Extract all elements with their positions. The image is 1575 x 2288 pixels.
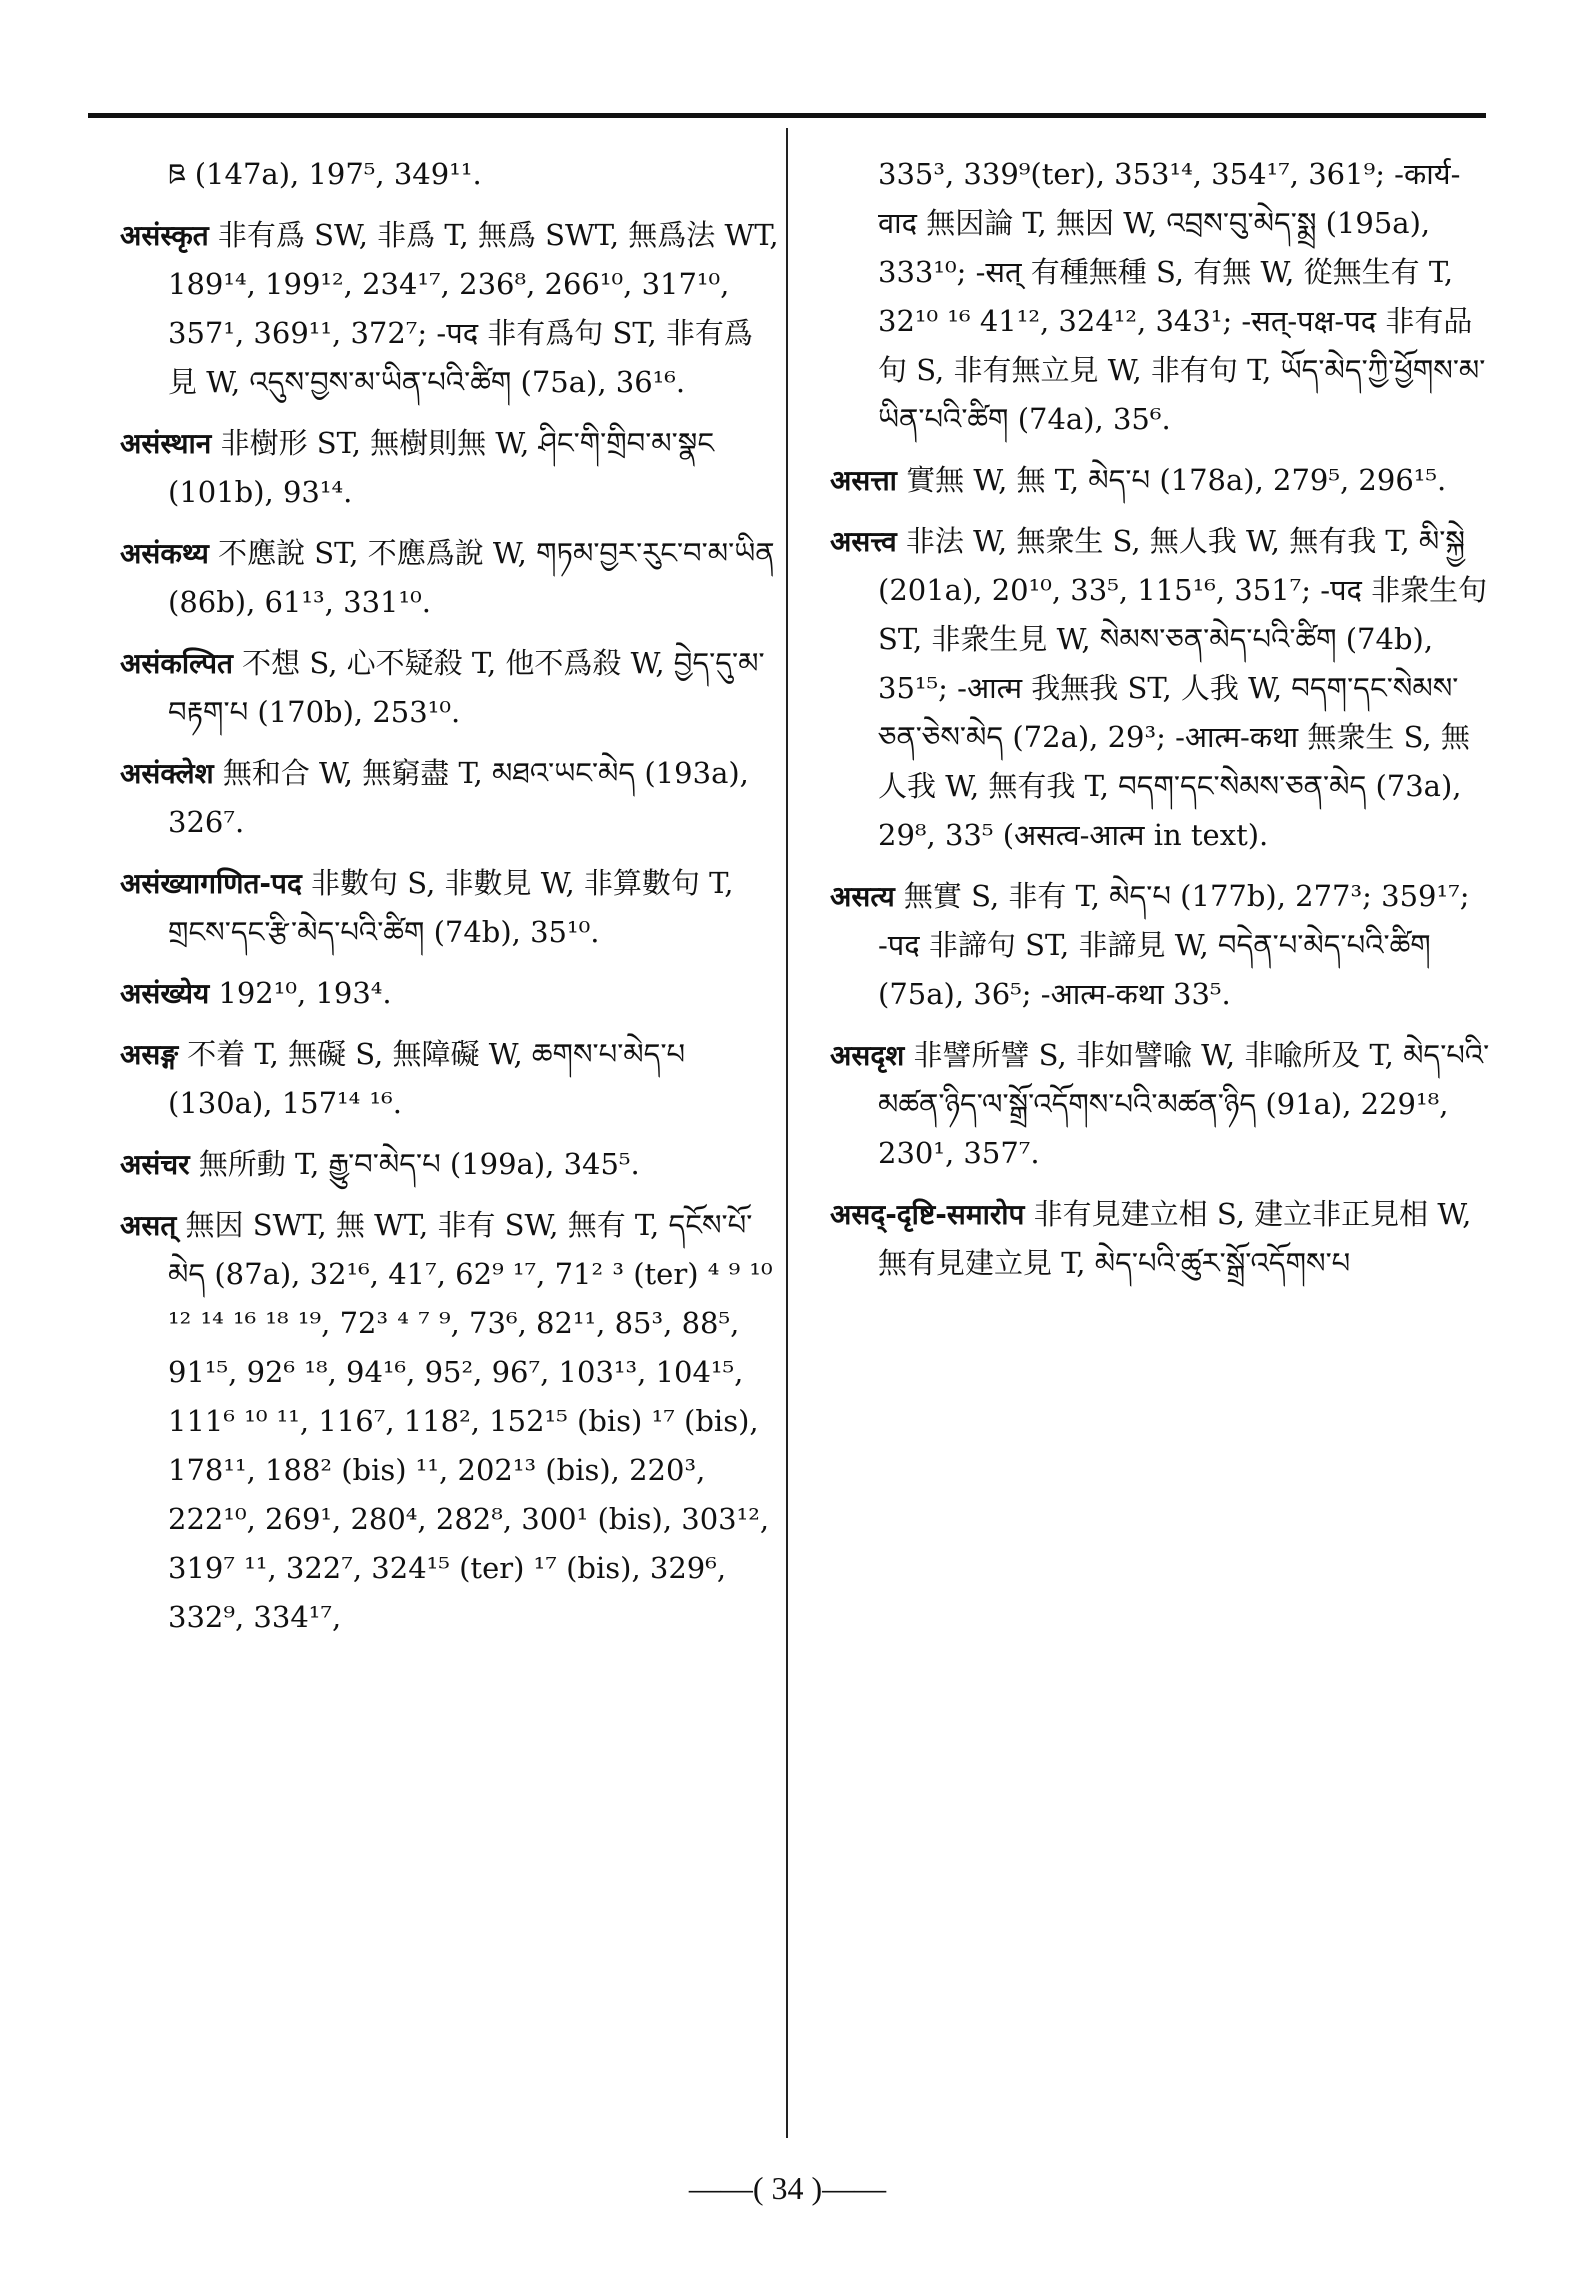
dictionary-entry [120, 150, 780, 199]
dictionary-entry [120, 859, 780, 957]
headword: असत्ता [830, 464, 897, 497]
dictionary-entry [830, 150, 1490, 444]
dictionary-entry [830, 1031, 1490, 1178]
headword: असदृश [830, 1039, 905, 1072]
dictionary-entry [830, 1190, 1490, 1288]
headword: असत्त्व [830, 525, 897, 558]
headword: असत्य [830, 880, 895, 913]
entry-text: ཋ (147a), 197⁵, 349¹¹. [168, 157, 482, 191]
entry-text: 非有見建立相 S, 建立非正見相 W, 無有見建立見 T, མེད་པའི་ཚུར་སྒྲོ་འདོགས་པ [878, 1197, 1472, 1280]
entry-text: 非數句 S, 非數見 W, 非算數句 T, གྲངས་དང་རྩི་མེད་པའི་ཚིག (74b), 35¹⁰. [168, 866, 734, 949]
entry-text: 192¹⁰, 193⁴. [218, 976, 392, 1010]
headword: असङ्ग [120, 1038, 179, 1071]
column-divider [786, 128, 788, 2138]
entry-text: 實無 W, 無 T, མེད་པ (178a), 279⁵, 296¹⁵. [906, 463, 1447, 497]
entry-text: 非樹形 ST, 無樹則無 W, ཤིང་གི་གྲིབ་མ་སྣང (101b), 93¹⁴. [168, 426, 715, 509]
dictionary-entry [120, 1030, 780, 1128]
page-number: ——( 34 )—— [688, 2170, 887, 2206]
right-column [830, 150, 1490, 1300]
entry-text: 無因 SWT, 無 WT, 非有 SW, 無有 T, དངོས་པོ་མེད (87a), 32¹⁶, 41⁷, 62⁹ ¹⁷, 71² ³ (ter) ⁴ ⁹ ¹⁰ ¹² ¹⁴ ¹⁶ ¹⁸ ¹⁹, 72³ ⁴ ⁷ ⁹, 73⁶, 82¹¹, 85³, 88⁵, 91¹⁵, 92⁶ ¹⁸, 94¹⁶, 95², 96⁷, 103¹³, 104¹⁵, 111⁶ ¹⁰ ¹¹, 116⁷, 118², 152¹⁵ (bis) ¹⁷ (bis), 178¹¹, 188² (bis) ¹¹, 202¹³ (bis), 220³, 222¹⁰, 269¹, 280⁴, 282⁸, 300¹ (bis), 303¹², 319⁷ ¹¹, 322⁷, 324¹⁵ (ter) ¹⁷ (bis), 329⁶, 332⁹, 334¹⁷, [168, 1208, 773, 1634]
dictionary-entry [120, 419, 780, 517]
entry-text: 335³, 339⁹(ter), 353¹⁴, 354¹⁷, 361⁹; -कार्य-वाद 無因論 T, 無因 W, འབྲས་བུ་མེད་སྨྲ (195a), 333¹⁰; -सत् 有種無種 S, 有無 W, 從無生有 T, 32¹⁰ ¹⁶ 41¹², 324¹², 343¹; -सत्-पक्ष-पद 非有品句 S, 非有無立見 W, 非有句 T, ཡོད་མེད་ཀྱི་ཕྱོགས་མ་ཡིན་པའི་ཚིག (74a), 35⁶. [878, 157, 1486, 436]
headword: असद्-दृष्टि-समारोप [830, 1198, 1025, 1231]
dictionary-entry [120, 969, 780, 1018]
headword: असंस्कृत [120, 219, 209, 252]
dictionary-entry [120, 529, 780, 627]
left-column [120, 150, 780, 1654]
entry-text: 不着 T, 無礙 S, 無障礙 W, ཆགས་པ་མེད་པ (130a), 157¹⁴ ¹⁶. [168, 1037, 686, 1120]
dictionary-entry [830, 517, 1490, 860]
entry-text: 非有爲 SW, 非爲 T, 無爲 SWT, 無爲法 WT, 189¹⁴, 199¹², 234¹⁷, 236⁸, 266¹⁰, 317¹⁰, 357¹, 369¹¹, 372⁷; -पद 非有爲句 ST, 非有爲見 W, འདུས་བྱས་མ་ཡིན་པའི་ཚིག (75a), 36¹⁶. [168, 218, 779, 399]
headword: असंकल्पित [120, 647, 233, 680]
dictionary-entry [120, 749, 780, 847]
headword: असंचर [120, 1148, 190, 1181]
dictionary-entry [120, 1140, 780, 1189]
headword: असंख्यागणित-पद [120, 867, 302, 900]
dictionary-entry [120, 1201, 780, 1642]
top-rule [88, 113, 1486, 118]
dictionary-entry [120, 639, 780, 737]
entry-text: 無實 S, 非有 T, མེད་པ (177b), 277³; 359¹⁷; -पद 非諦句 ST, 非諦見 W, བདེན་པ་མེད་པའི་ཚིག (75a), 36⁵; -आत्म-कथा 33⁵. [878, 879, 1470, 1011]
dictionary-entry [120, 211, 780, 407]
headword: असत् [120, 1209, 177, 1242]
entry-text: 無所動 T, རྒྱུ་བ་མེད་པ (199a), 345⁵. [198, 1147, 640, 1181]
headword: असंख्येय [120, 977, 210, 1010]
entry-text: 非譬所譬 S, 非如譬喩 W, 非喩所及 T, མེད་པའི་མཚན་ཉིད་ལ་སྒྲོ་འདོགས་པའི་མཚན་ཉིད (91a), 229¹⁸, 230¹, 357⁷. [878, 1038, 1490, 1170]
dictionary-entry [830, 872, 1490, 1019]
headword: असंकथ्य [120, 537, 209, 570]
entry-text: 不想 S, 心不疑殺 T, 他不爲殺 W, བྱེད་དུ་མ་བརྟག་པ (170b), 253¹⁰. [168, 646, 765, 729]
headword: असंक्लेश [120, 757, 214, 790]
headword: असंस्थान [120, 427, 212, 460]
dictionary-entry [830, 456, 1490, 505]
entry-text: 不應說 ST, 不應爲說 W, གཏམ་བྱར་རུང་བ་མ་ཡིན (86b), 61¹³, 331¹⁰. [168, 536, 775, 619]
entry-text: 非法 W, 無衆生 S, 無人我 W, 無有我 T, མི་སྐྱེ (201a), 20¹⁰, 33⁵, 115¹⁶, 351⁷; -पद 非衆生句 ST, 非衆生見 W, སེམས་ཅན་མེད་པའི་ཚིག (74b), 35¹⁵; -आत्म 我無我 ST, 人我 W, བདག་དང་སེམས་ཅན་ཅེས་མེད (72a), 29³; -आत्म-कथा 無衆生 S, 無人我 W, 無有我 T, བདག་དང་སེམས་ཅན་མེད (73a), 29⁸, 33⁵ (असत्व-आत्म in text). [878, 524, 1488, 852]
entry-text: 無和合 W, 無窮盡 T, མཐའ་ཡང་མེད (193a), 326⁷. [168, 756, 749, 839]
